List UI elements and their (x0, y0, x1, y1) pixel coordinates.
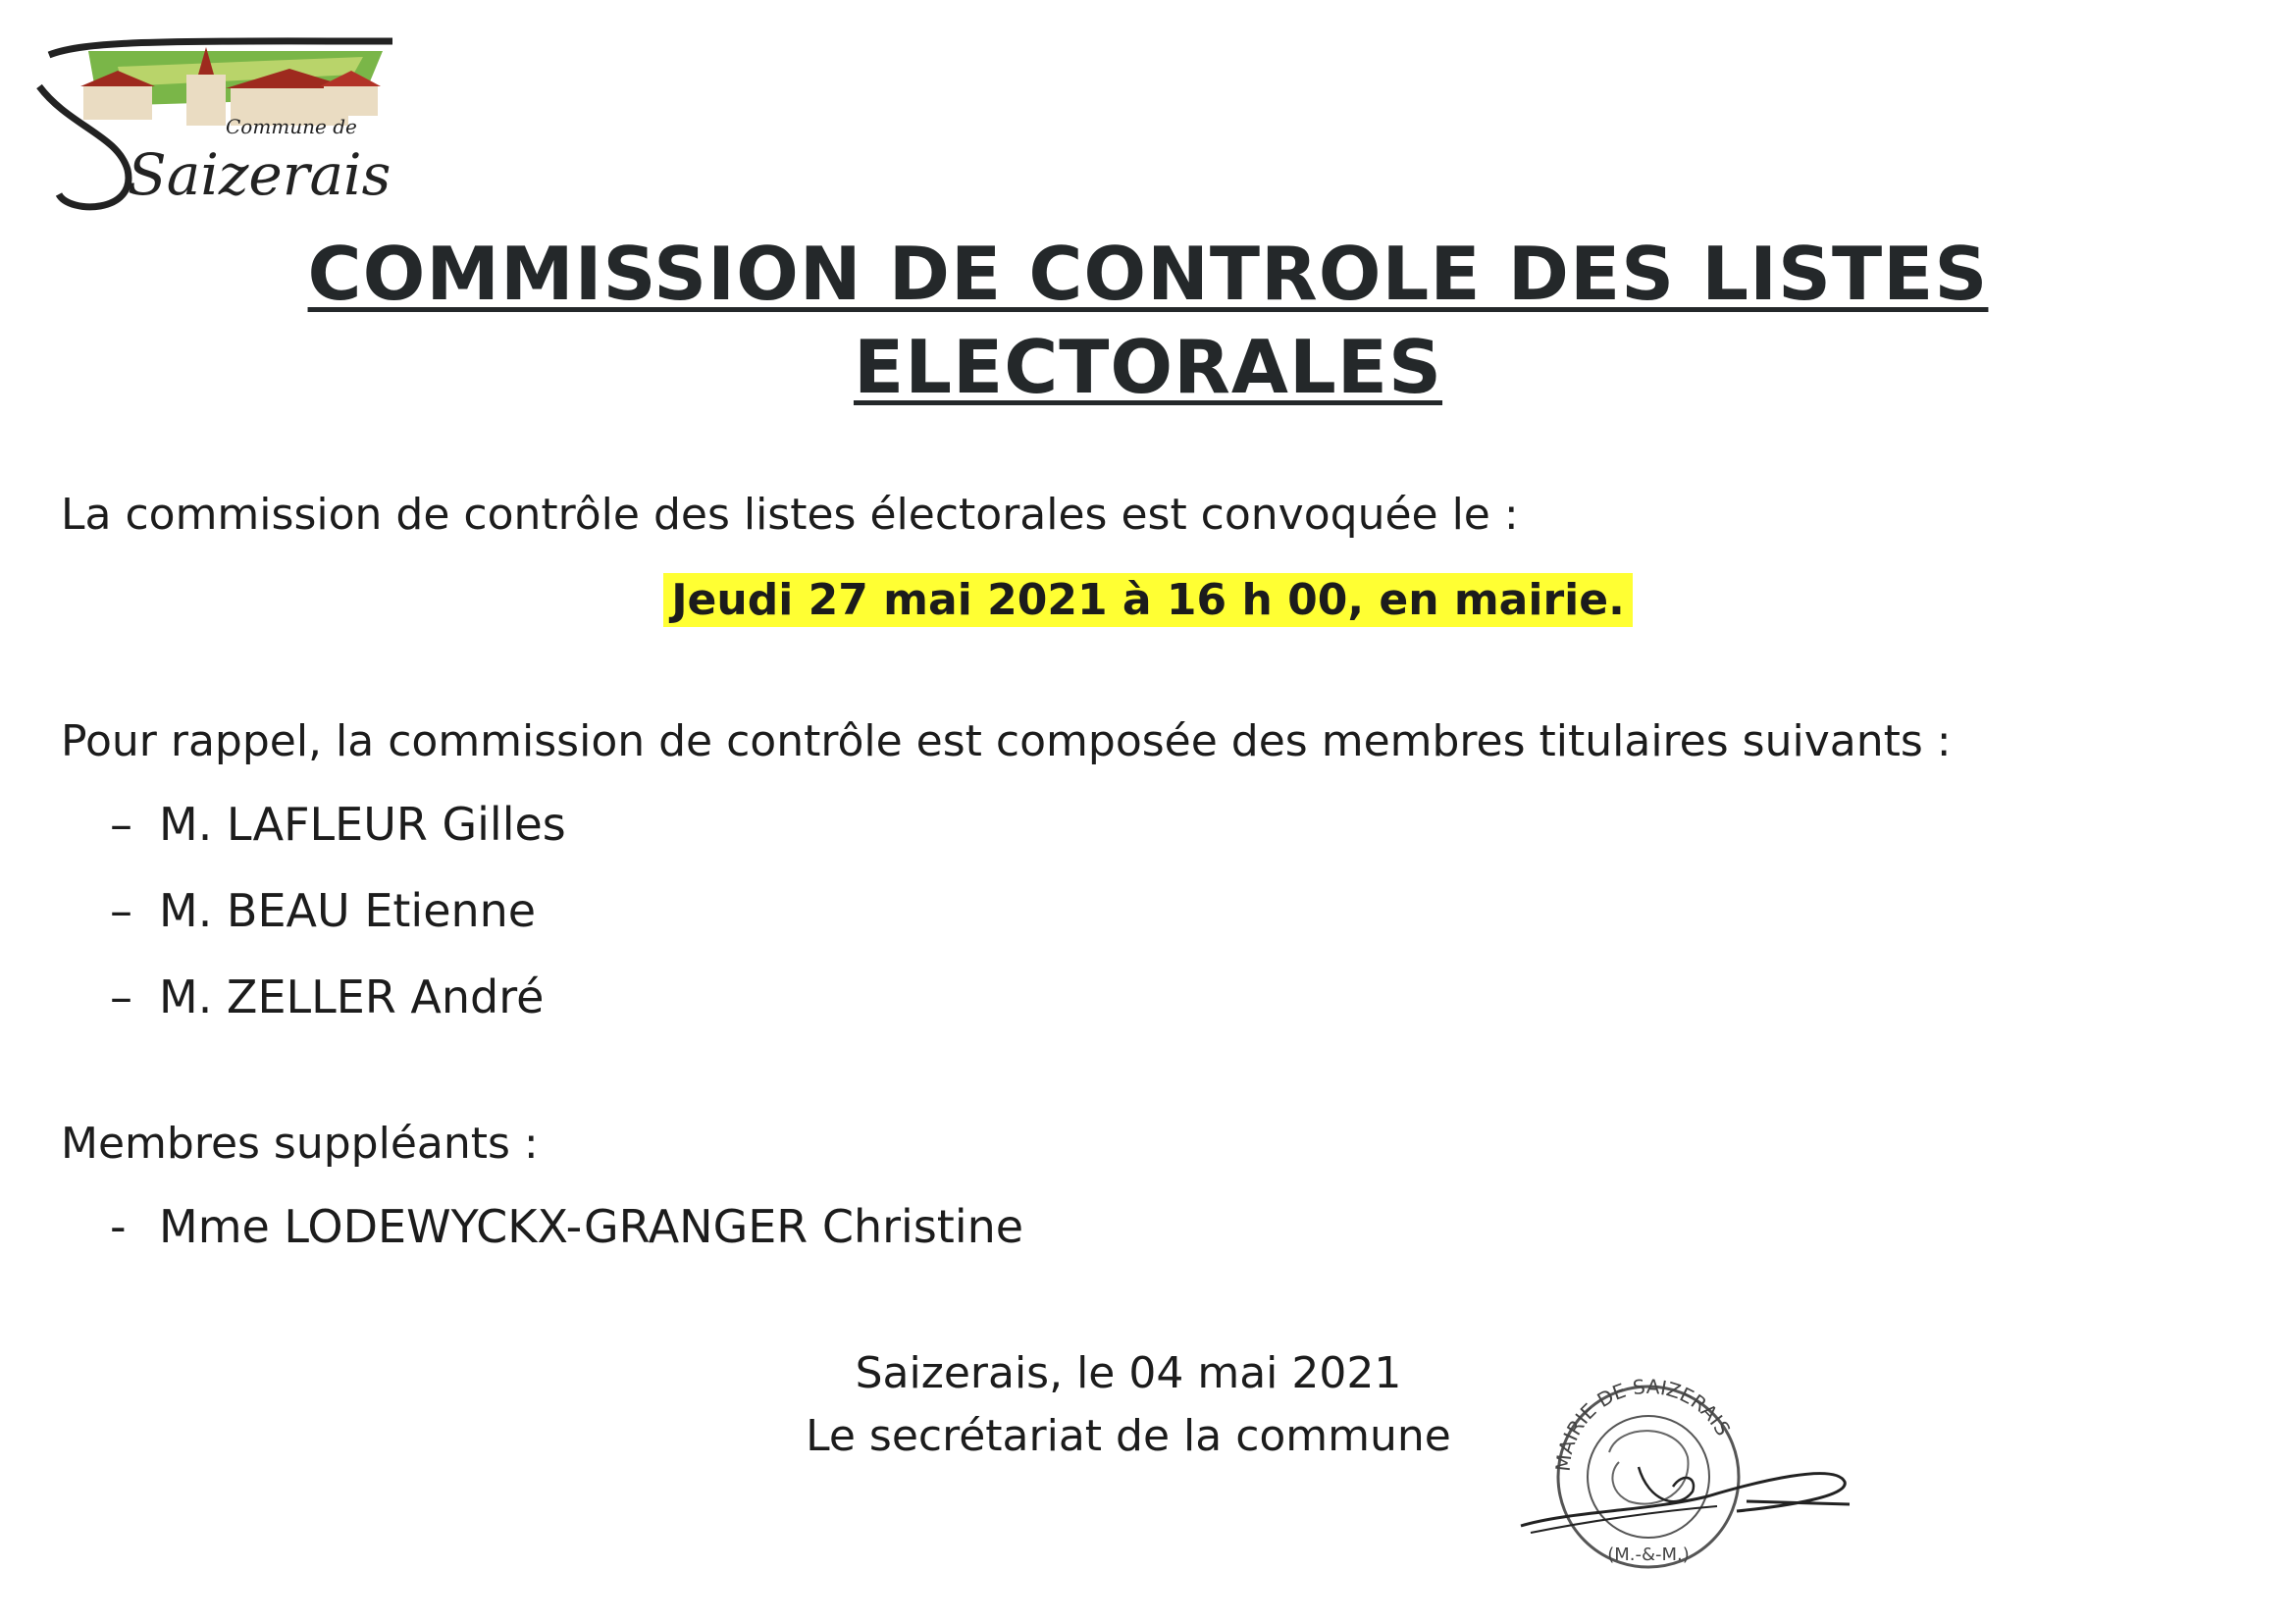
titulaires-heading: Pour rappel, la commission de contrôle est composée des membres titulaires suivants : (61, 716, 1952, 766)
list-item (110, 883, 536, 938)
list-bullet: – (110, 884, 132, 937)
member-name: Mme LODEWYCKX-GRANGER Christine (159, 1200, 1024, 1253)
list-bullet: – (110, 798, 132, 851)
closing-place-date: Saizerais, le 04 mai 2021 (855, 1348, 1402, 1398)
logo-commune-text: Commune de (226, 115, 357, 138)
member-name: M. LAFLEUR Gilles (159, 798, 566, 851)
title-line-2: ELECTORALES (853, 324, 1443, 410)
mairie-seal-stamp (1511, 1364, 1874, 1599)
seal-bottom-text: (M.-&-M.) (1607, 1544, 1690, 1565)
logo-name-text: Saizerais (128, 141, 391, 208)
seal-ring-text: MAIRIE DE SAIZERAIS (1550, 1374, 1736, 1473)
member-name: M. BEAU Etienne (159, 884, 537, 937)
page-title (0, 228, 2296, 414)
closing-signatory: Le secrétariat de la commune (806, 1411, 1451, 1461)
convocation-date (0, 573, 2296, 628)
list-bullet: - (110, 1200, 127, 1253)
convocation-date-highlight: Jeudi 27 mai 2021 à 16 h 00, en mairie. (663, 573, 1633, 627)
list-item (110, 797, 566, 852)
title-line-1: COMMISSION DE CONTROLE DES LISTES (307, 231, 1989, 317)
list-item (110, 969, 544, 1024)
convocation-intro: La commission de contrôle des listes électorales est convoquée le : (61, 490, 1519, 540)
member-name: M. ZELLER André (159, 970, 545, 1023)
list-item (110, 1199, 1023, 1254)
list-bullet: – (110, 970, 132, 1023)
commune-logo (29, 27, 402, 224)
suppleants-heading: Membres suppléants : (61, 1119, 539, 1169)
